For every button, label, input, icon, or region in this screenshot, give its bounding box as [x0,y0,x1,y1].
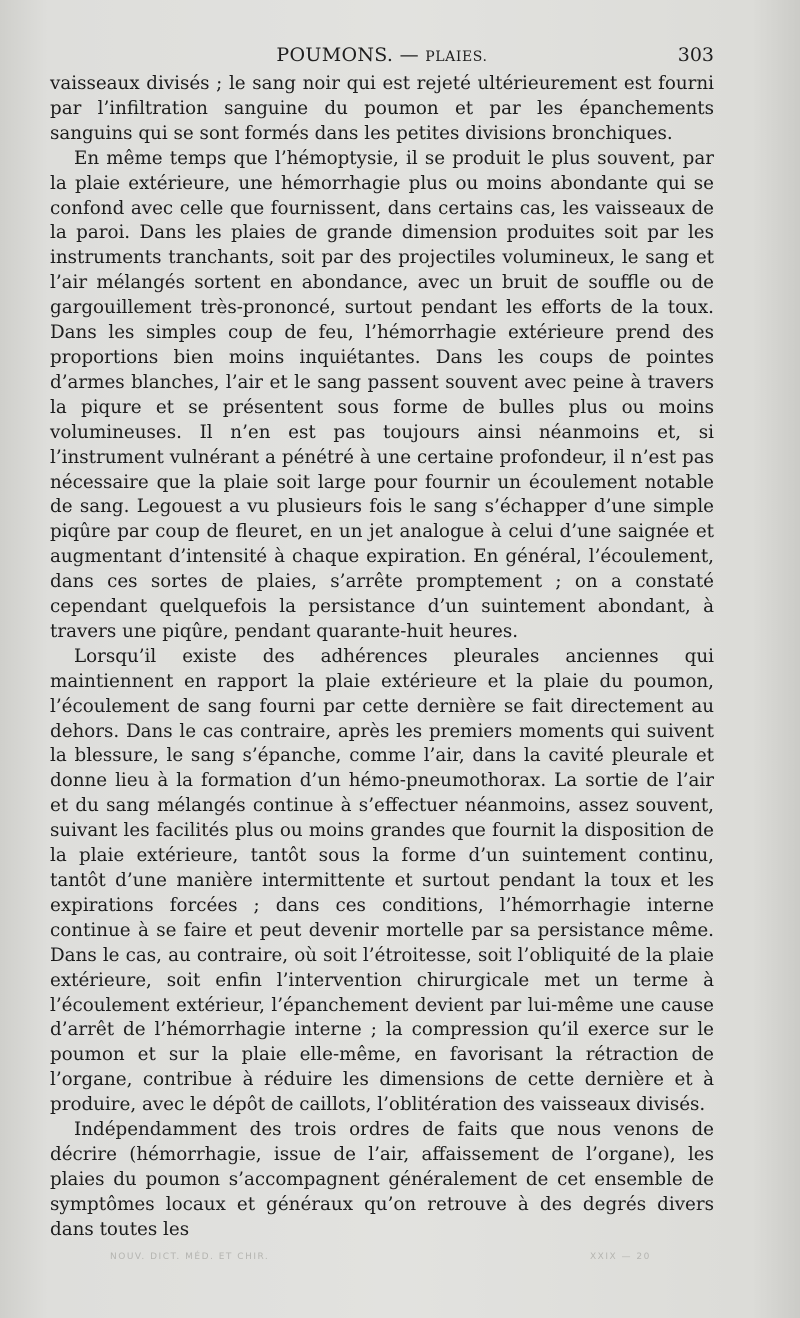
running-head-subtitle: PLAIES. [425,49,488,65]
paragraph-continuation: vaisseaux divisés ; le sang noir qui est rejeté ultérieurement est fourni par l’infiltration sanguine du poumon et par les épanchements sanguins qui se sont formés dans les petites divisions bronchiques. [50,73,714,144]
paragraph-adhesions: Lorsqu’il existe des adhérences pleurales anciennes qui maintiennent en rapport la plaie extérieure et la plaie du poumon, l’écoulement de sang fourni par cette dernière se fait directement au dehors. Dans le cas contraire, après les premiers moments qui suivent la blessure, le sang s’épanche, comme l’air, dans la cavité pleurale et donne lieu à la formation d’un hémo-pneumothorax. La sortie de l’air et du sang mélangés continue à s’effectuer néanmoins, assez souvent, suivant les facilités plus ou moins grandes que fournit la disposition de la plaie extérieure, tantôt sous la forme d’un suintement continu, tantôt d’une manière intermittente et surtout pendant la toux et les expirations forcées ; dans ces conditions, l’hémorrhagie interne continue à se faire et peut devenir mortelle par sa persistance même. Dans le cas, au contraire, où soit l’étroitesse, soit l’obliquité de la plaie extérieure, soit enfin l’intervention chirurgicale met un terme à l’écoulement extérieur, l’épanchement devient par lui-même une cause d’arrêt de l’hémorrhagie interne ; la compression qu’il exerce sur le poumon et sur la plaie elle-même, en favorisant la rétraction de l’organe, contribue à réduire les dimensions de cette dernière et à produire, avec le dépôt de caillots, l’oblitération des vaisseaux divisés. [50,645,714,1116]
footer-signature [0,1252,800,1272]
paragraph-symptoms: Indépendamment des trois ordres de faits que nous venons de décrire (hémorrhagie, issue de l’air, affaissement de l’organe), les plaies du poumon s’accompagnent généralement de cet ensemble de symptômes locaux et généraux qu’on retrouve à des degrés divers dans toutes les [50,1119,714,1240]
page-number: 303 [677,44,714,66]
signature-left: NOUV. DICT. MÉD. ET CHIR. [110,1252,270,1262]
body-text [50,72,714,1243]
running-head-title: POUMONS. [276,44,394,66]
page-header [50,44,714,74]
running-head-dash: — [399,44,419,66]
signature-right: XXIX — 20 [590,1252,651,1262]
paragraph-hemorrhage: En même temps que l’hémoptysie, il se produit le plus souvent, par la plaie extérieure, une hémorrhagie plus ou moins abondante qui se confond avec celle que fournissent, dans certains cas, les vaisseaux de la paroi. Dans les plaies de grande dimension produites soit par les instruments tranchants, soit par des projectiles volumineux, le sang et l’air mélangés sortent en abondance, avec un bruit de souffle ou de gargouillement très-prononcé, surtout pendant les efforts de la toux. Dans les simples coup de feu, l’hémorrhagie extérieure prend des proportions bien moins inquiétantes. Dans les coups de pointes d’armes blanches, l’air et le sang passent souvent avec peine à travers la piqure et se présentent sous forme de bulles plus ou moins volumineuses. Il n’en est pas toujours ainsi néanmoins et, si l’instrument vulnérant a pénétré à une certaine profondeur, il n’est pas nécessaire que la plaie soit large pour fournir un écoulement notable de sang. Legouest a vu plusieurs fois le sang s’échapper d’une simple piqûre par coup de fleuret, en un jet analogue à celui d’une saignée et augmentant d’intensité à chaque expiration. En général, l’écoulement, dans ces sortes de plaies, s’arrête promptement ; on a constaté cependant quelquefois la persistance d’un suintement abondant, à travers une piqûre, pendant quarante-huit heures. [50,147,714,642]
running-head [50,44,714,66]
